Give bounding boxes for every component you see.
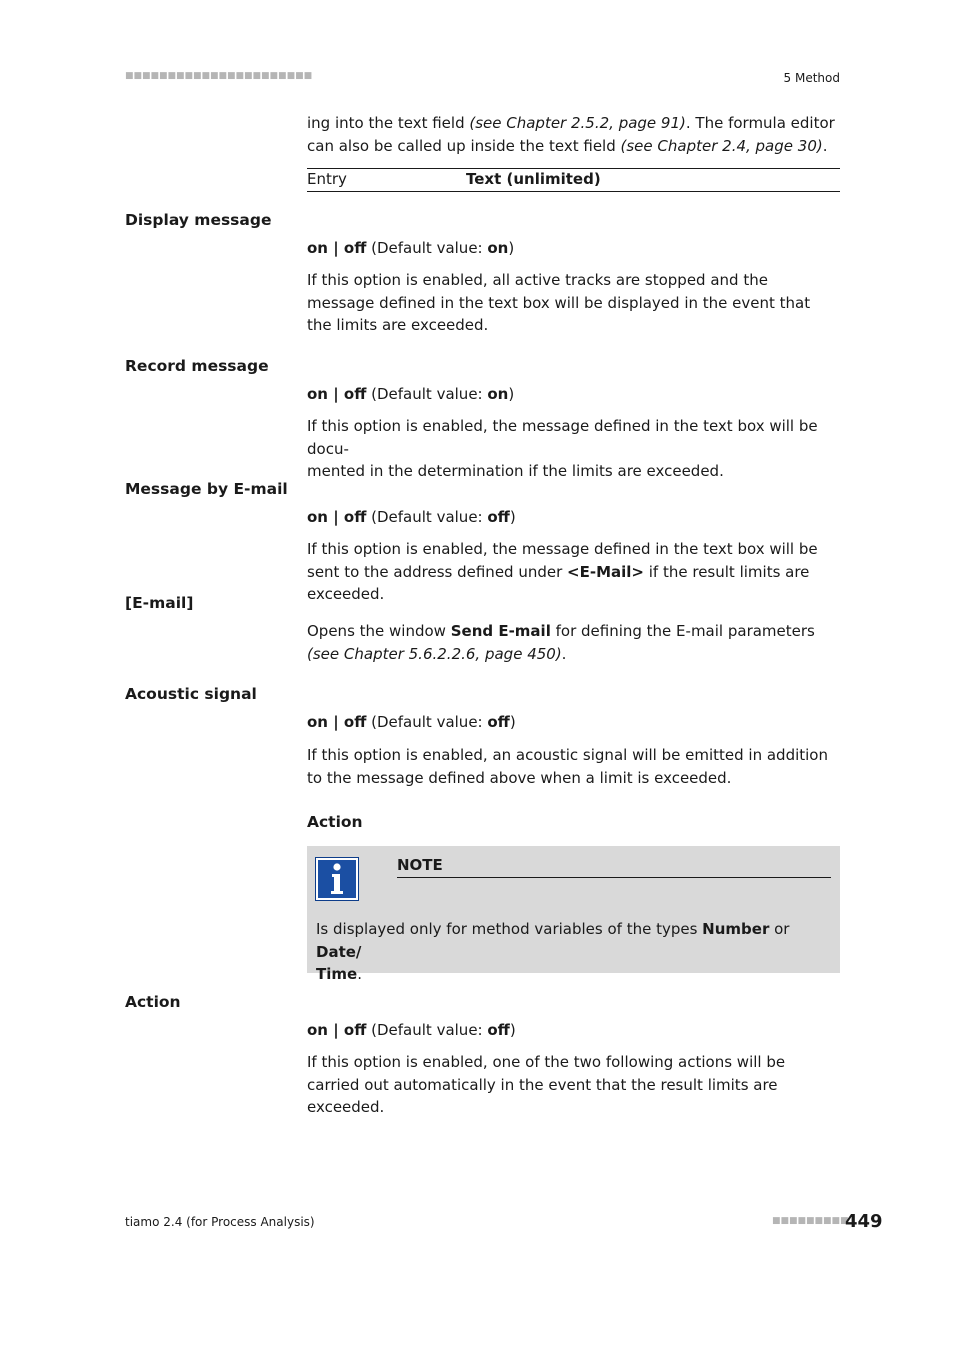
description-text: for defining the E-mail parameters <box>550 622 815 640</box>
default-value: off <box>487 1021 510 1039</box>
default-value: on <box>487 239 509 257</box>
note-text-part: or <box>769 920 790 938</box>
term-email-button: [E-mail] <box>125 594 194 612</box>
default-value: off <box>487 713 510 731</box>
action-options <box>307 1019 516 1042</box>
description-line: mented in the determination if the limits are exceeded. <box>307 462 724 480</box>
chapter-reference: (see Chapter 2.5.2, page 91) <box>469 114 686 132</box>
message-email-description <box>307 538 837 606</box>
description-text: Opens the window <box>307 622 451 640</box>
description-text: If this option is enabled, the message defined in the text box will be sent to the address defined under <box>307 540 818 581</box>
email-button-description <box>307 620 837 665</box>
info-icon <box>315 857 359 901</box>
default-suffix: ) <box>508 385 515 403</box>
type-date-time: Time <box>316 965 358 983</box>
record-message-description <box>307 415 847 483</box>
action-subheading: Action <box>307 813 363 831</box>
email-field-reference: <E-Mail> <box>567 562 644 581</box>
option-values: on | off <box>307 1021 367 1039</box>
term-record-message: Record message <box>125 357 269 375</box>
term-acoustic-signal: Acoustic signal <box>125 685 257 703</box>
default-prefix: (Default value: <box>366 713 488 731</box>
type-number: Number <box>702 920 770 938</box>
chapter-reference: (see Chapter 2.4, page 30) <box>620 136 823 155</box>
acoustic-description: If this option is enabled, an acoustic signal will be emitted in addition to the message defined above when a limit is exceeded. <box>307 746 828 787</box>
default-prefix: (Default value: <box>366 1021 488 1039</box>
intro-text: . The formula editor can also be called up inside the text field <box>307 114 835 155</box>
header-decoration: ■■■■■■■■■■■■■■■■■■■■■■ <box>125 71 313 81</box>
footer-decoration: ■■■■■■■■■ <box>772 1216 849 1226</box>
default-value: on <box>487 385 509 403</box>
message-email-options <box>307 506 516 529</box>
acoustic-options <box>307 711 516 734</box>
note-title: NOTE <box>397 856 443 874</box>
window-name: Send E-mail <box>450 622 551 640</box>
default-suffix: ) <box>509 1021 516 1039</box>
note-divider <box>397 877 831 878</box>
description-text: . <box>561 644 567 663</box>
page-number: 449 <box>845 1211 883 1232</box>
default-suffix: ) <box>509 713 516 731</box>
default-prefix: (Default value: <box>366 239 488 257</box>
chapter-reference: (see Chapter 5.6.2.2.6, page 450) <box>307 644 562 663</box>
entry-table <box>307 168 840 192</box>
note-text <box>316 918 831 986</box>
term-display-message: Display message <box>125 211 272 229</box>
entry-label: Entry <box>307 170 347 188</box>
intro-paragraph <box>307 112 842 157</box>
default-suffix: ) <box>508 239 515 257</box>
action-description: If this option is enabled, one of the two following actions will be carried out automatically in the event that the result limits are exceeded. <box>307 1053 786 1116</box>
term-message-by-email: Message by E-mail <box>125 480 288 498</box>
note-text-part: Is displayed only for method variables of the types <box>316 920 703 938</box>
term-action: Action <box>125 993 181 1011</box>
note-text-part: . <box>357 965 362 983</box>
record-message-options <box>307 383 514 406</box>
intro-text: . <box>822 136 828 155</box>
description-text: if the result limits are exceeded. <box>307 562 810 603</box>
option-values: on | off <box>307 508 367 526</box>
display-message-description: If this option is enabled, all active tracks are stopped and the message defined in the text box will be displayed in the event that the limits are exceeded. <box>307 271 811 334</box>
option-values: on | off <box>307 713 367 731</box>
intro-text: ing into the text field <box>307 114 470 132</box>
type-date-time: Date/ <box>316 942 362 961</box>
default-suffix: ) <box>509 508 516 526</box>
display-message-options <box>307 237 514 260</box>
default-prefix: (Default value: <box>366 385 488 403</box>
chapter-label: 5 Method <box>783 71 840 85</box>
option-values: on | off <box>307 239 367 257</box>
entry-value: Text (unlimited) <box>466 170 601 188</box>
footer-product: tiamo 2.4 (for Process Analysis) <box>125 1215 315 1229</box>
note-box <box>307 846 840 983</box>
option-values: on | off <box>307 385 367 403</box>
default-value: off <box>487 508 510 526</box>
description-line: If this option is enabled, the message defined in the text box will be docu- <box>307 417 818 458</box>
default-prefix: (Default value: <box>366 508 488 526</box>
